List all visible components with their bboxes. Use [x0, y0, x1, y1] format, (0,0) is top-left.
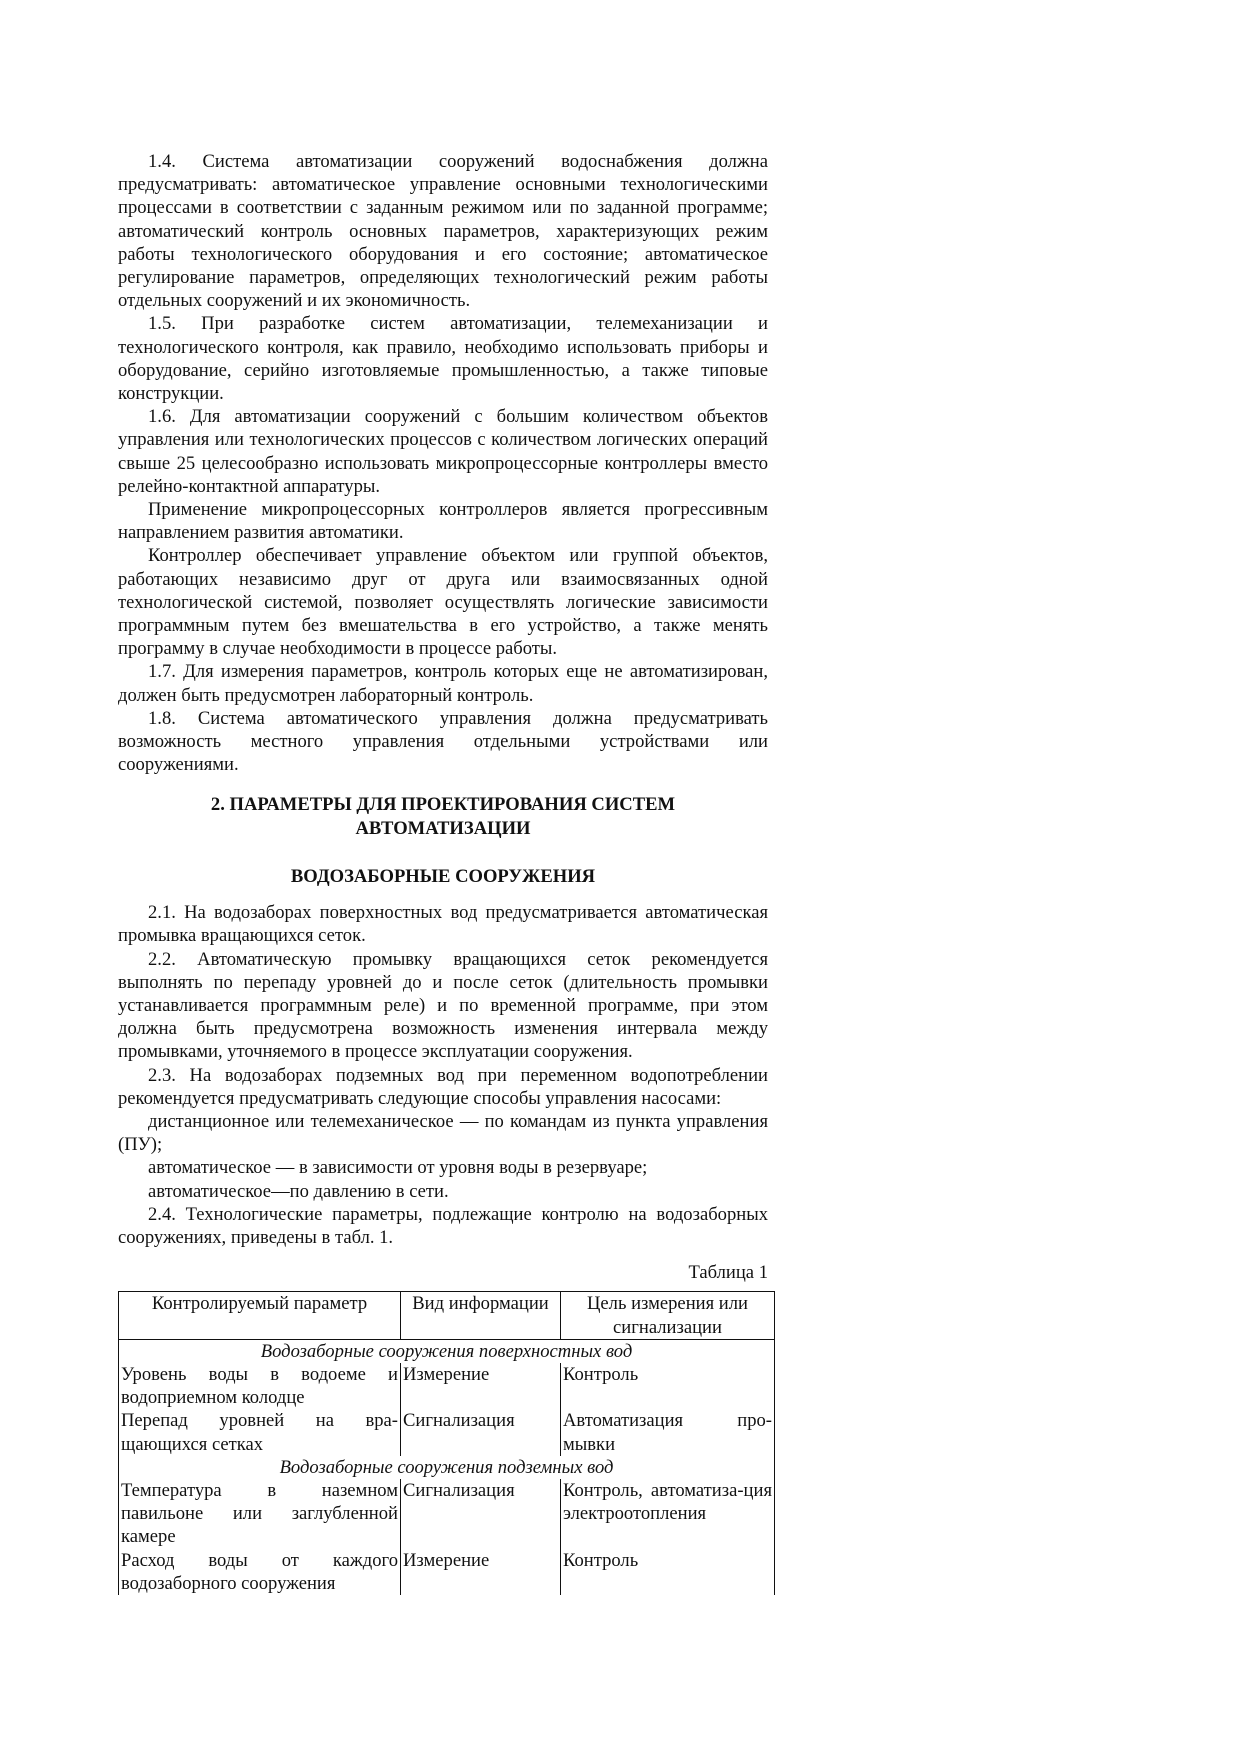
paragraph-1-4: 1.4. Система автоматизации сооружений водоснабжения должна предусматривать: автоматическое управление основными технологическими процессами в соответствии с заданным режимом или по заданной программе; автоматический контроль основных параметров, характеризующих режим работы технологического оборудования и его состояние; автоматическое регулирование параметров, определяющих технологический режим работы отдельных сооружений и их экономичность. — [118, 151, 768, 312]
table-row — [119, 1479, 775, 1549]
paragraph-controllers-progressive: Применение микропроцессорных контроллеров является прогрессивным направлением развития автоматики. — [118, 499, 768, 544]
parameters-table — [118, 1291, 775, 1595]
column-header-purpose: Цель измерения или сигнализации — [561, 1292, 775, 1339]
paragraph-1-6: 1.6. Для автоматизации сооружений с большим количеством объектов управления или технологических процессов с количеством логических операций свыше 25 целесообразно использовать микропроцессорные контроллеры вместо релейно-контактной аппаратуры. — [118, 406, 768, 497]
paragraph-control-remote: дистанционное или телемеханическое — по командам из пункта управления (ПУ); — [118, 1110, 768, 1156]
paragraph-control-pressure: автоматическое—по давлению в сети. — [148, 1180, 449, 1202]
table-row — [119, 1549, 775, 1595]
table-cell-parameter: Уровень воды в водоеме и водоприемном колодце — [119, 1363, 401, 1409]
table-cell-purpose: Контроль, автоматиза-ция электроотопления — [561, 1479, 775, 1549]
table-row — [119, 1363, 775, 1409]
table-section-row — [119, 1339, 775, 1363]
column-header-info-type: Вид информации — [401, 1292, 561, 1339]
table-cell-parameter: Расход воды от каждого водозаборного сооружения — [119, 1549, 401, 1595]
table-caption: Таблица 1 — [688, 1262, 768, 1284]
document-page — [118, 150, 772, 1595]
table-cell-info-type: Измерение — [401, 1363, 561, 1409]
paragraph-2-1: 2.1. На водозаборах поверхностных вод предусматривается автоматическая промывка вращающихся сеток. — [118, 902, 768, 947]
paragraph-1-5: 1.5. При разработке систем автоматизации, телемеханизации и технологического контроля, как правило, необходимо использовать приборы и оборудование, серийно изготовляемые промышленностью, а также типовые конструкции. — [118, 313, 768, 405]
section-heading: 2. ПАРАМЕТРЫ ДЛЯ ПРОЕКТИРОВАНИЯ СИСТЕМ АВТОМАТИЗАЦИИ — [210, 794, 676, 839]
paragraph-control-level: автоматическое — в зависимости от уровня воды в резервуаре; — [148, 1157, 648, 1179]
paragraph-2-3: 2.3. На водозаборах подземных вод при переменном водопотреблении рекомендуется предусматривать следующие способы управления насосами: — [118, 1064, 768, 1109]
paragraph-2-2: 2.2. Автоматическую промывку вращающихся сеток рекомендуется выполнять по перепаду уровней до и после сеток (длительность промывки устанавливается программным реле) и по временной программе, при этом должна быть предусмотрена возможность изменения интервала между промывками, уточняемого в процессе эксплуатации сооружения. — [118, 948, 768, 1063]
table-row — [119, 1409, 775, 1455]
section-surface-water: Водозаборные сооружения поверхностных вод — [119, 1339, 775, 1363]
subsection-heading: ВОДОЗАБОРНЫЕ СООРУЖЕНИЯ — [290, 865, 596, 887]
table-header-row — [119, 1292, 775, 1339]
table-cell-purpose: Контроль — [561, 1549, 775, 1595]
paragraph-1-7: 1.7. Для измерения параметров, контроль которых еще не автоматизирован, должен быть предусмотрен лабораторный контроль. — [118, 661, 768, 706]
table-cell-info-type: Сигнализация — [401, 1409, 561, 1455]
paragraph-2-4: 2.4. Технологические параметры, подлежащие контролю на водозаборных сооружениях, приведены в табл. 1. — [118, 1203, 768, 1248]
table-cell-parameter: Температура в наземном павильоне или заглубленной камере — [119, 1479, 401, 1549]
section-ground-water: Водозаборные сооружения подземных вод — [119, 1456, 775, 1479]
table-section-row — [119, 1456, 775, 1479]
table-cell-parameter: Перепад уровней на вра-щающихся сетках — [119, 1409, 401, 1455]
table-cell-info-type: Сигнализация — [401, 1479, 561, 1549]
table-cell-purpose: Контроль — [561, 1363, 775, 1409]
table-cell-info-type: Измерение — [401, 1549, 561, 1595]
paragraph-1-8: 1.8. Система автоматического управления должна предусматривать возможность местного управления отдельными устройствами или сооружениями. — [118, 707, 768, 776]
table-cell-purpose: Автоматизация про-мывки — [561, 1409, 775, 1455]
paragraph-controller-description: Контроллер обеспечивает управление объектом или группой объектов, работающих независимо друг от друга или взаимосвязанных одной технологической системой, позволяет осуществлять логические зависимости программным путем без вмешательства в его устройство, а также менять программу в случае необходимости в процессе работы. — [118, 545, 768, 660]
column-header-parameter: Контролируемый параметр — [119, 1292, 401, 1339]
